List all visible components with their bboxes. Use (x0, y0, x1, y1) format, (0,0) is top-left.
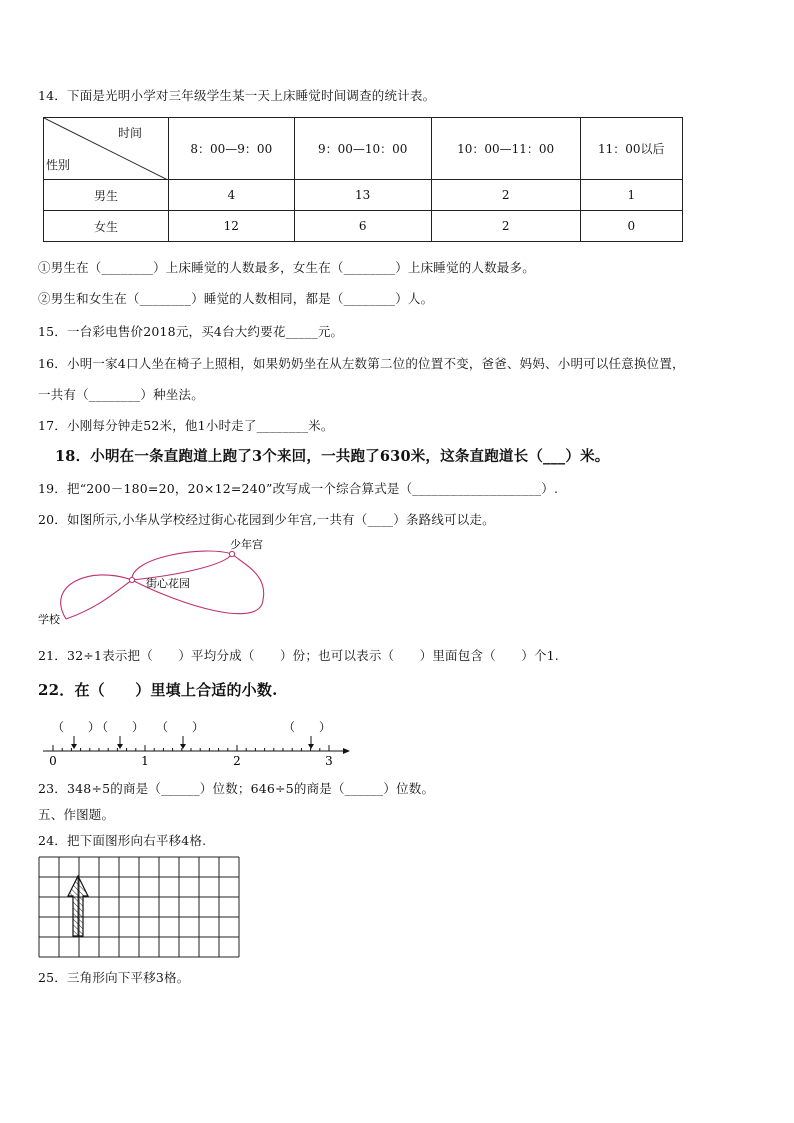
table-cell: 13 (294, 180, 431, 211)
minor-ticks (53, 745, 329, 751)
diagonal-header-cell (44, 118, 169, 180)
blank-3: （ ） (156, 720, 205, 734)
axis-arrow (343, 748, 350, 754)
q14-title: 14．下面是光明小学对三年级学生某一天上床睡觉时间调查的统计表。 (38, 88, 436, 103)
table-row (44, 211, 683, 242)
table-row (44, 180, 683, 211)
tick-label-1: 1 (141, 754, 149, 768)
blank-2: （ ） (96, 720, 145, 734)
row-label: 男生 (44, 180, 169, 211)
tick-label-0: 0 (49, 754, 57, 768)
garden-point (129, 577, 134, 582)
label-palace: 少年宫 (230, 538, 263, 551)
q14-sub2: ②男生和女生在（________）睡觉的人数相同，都是（________）人。 (38, 291, 434, 306)
column-header: 11：00以后 (580, 118, 682, 180)
q16-line1: 16．小明一家4口人坐在椅子上照相，如果奶奶坐在从左数第二位的位置不变，爸爸、妈妈、小明可以任意换位置， (38, 356, 685, 371)
q19-text: 19．把“200－180=20，20×12=240”改写成一个综合算式是（____________________）. (38, 481, 559, 496)
number-line (38, 712, 358, 772)
q21-text: 21．32÷1表示把（ ）平均分成（ ）份；也可以表示（ ）里面包含（ ）个1. (38, 648, 559, 663)
column-header: 10：00—11：00 (431, 118, 580, 180)
route-garden-palace-1 (132, 551, 232, 580)
q20-text: 20．如图所示,小华从学校经过街心花园到少年宫,一共有（____）条路线可以走。 (38, 512, 495, 527)
q15-text: 15．一台彩电售价2018元，买4台大约要花_____元。 (38, 324, 344, 339)
column-header: 9：00—10：00 (294, 118, 431, 180)
route-school-garden-1 (61, 575, 132, 619)
header-time: 时间 (117, 126, 142, 140)
table-cell: 0 (580, 211, 682, 242)
table-cell: 2 (431, 211, 580, 242)
column-header: 8：00—9：00 (169, 118, 295, 180)
table-cell: 12 (169, 211, 295, 242)
grid-lines (39, 857, 239, 957)
q17-text: 17．小刚每分钟走52米，他1小时走了________米。 (38, 418, 334, 433)
palace-point (229, 551, 234, 556)
label-school: 学校 (38, 613, 60, 626)
table-cell: 6 (294, 211, 431, 242)
tick-label-3: 3 (325, 754, 333, 768)
table-cell: 2 (431, 180, 580, 211)
row-label: 女生 (44, 211, 169, 242)
label-garden: 街心花园 (146, 577, 190, 590)
q16-line2: 一共有（________）种坐法。 (38, 387, 204, 402)
q24-text: 24．把下面图形向右平移4格. (38, 833, 207, 848)
q25-text: 25．三角形向下平移3格。 (38, 970, 190, 985)
route-school-garden-2 (66, 580, 132, 619)
blank-1: （ ） (52, 720, 101, 734)
table-cell: 4 (169, 180, 295, 211)
q23-text: 23．348÷5的商是（______）位数；646÷5的商是（______）位数。 (38, 781, 435, 796)
blank-4: （ ） (283, 720, 332, 734)
route-diagram (30, 535, 290, 635)
header-gender: 性别 (46, 158, 71, 172)
section-5-heading: 五、作图题。 (38, 807, 115, 822)
tick-label-2: 2 (233, 754, 241, 768)
table-cell: 1 (580, 180, 682, 211)
q18-text: 18．小明在一条直跑道上跑了3个来回，一共跑了630米，这条直跑道长（___）米。 (55, 448, 610, 465)
q22-text: 22．在（ ）里填上合适的小数. (38, 681, 278, 699)
sleep-time-table (43, 117, 683, 242)
grid-figure (38, 856, 244, 960)
q14-sub1: ①男生在（________）上床睡觉的人数最多，女生在（________）上床睡觉的人数最多。 (38, 260, 535, 275)
